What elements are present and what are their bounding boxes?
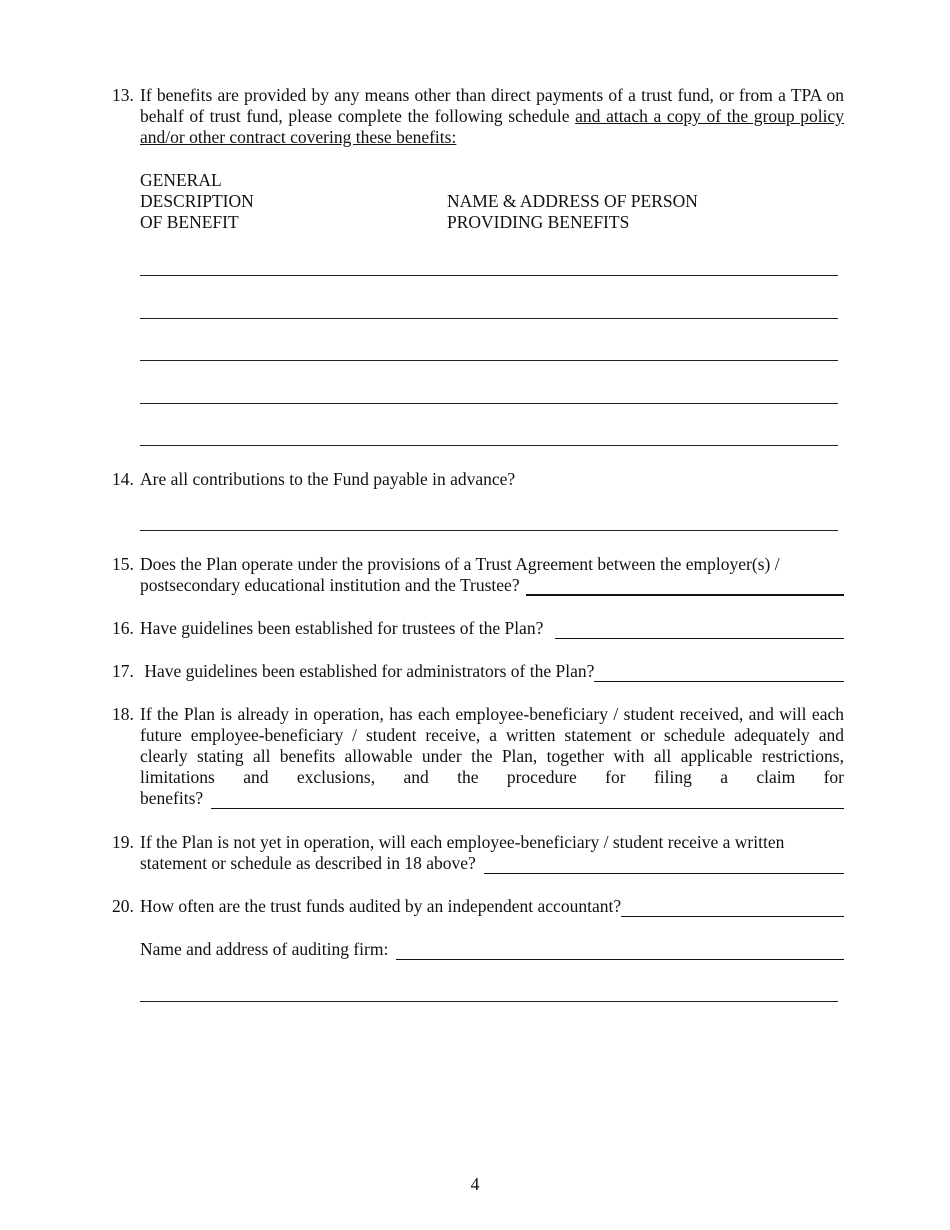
question-19 (112, 832, 844, 874)
question-19-text: If the Plan is not yet in operation, will each employee-beneficiary / student receive a written statement or schedule as described in 18 above? (140, 832, 844, 874)
answer-line-14[interactable] (140, 530, 838, 531)
answer-line-20[interactable] (621, 899, 844, 917)
auditing-firm-label: Name and address of auditing firm: (140, 939, 389, 959)
answer-line-19[interactable] (484, 856, 844, 874)
answer-line-16[interactable] (555, 621, 844, 639)
auditing-firm-row (112, 939, 844, 960)
question-13 (112, 85, 844, 148)
question-17-text: Have guidelines been established for administrators of the Plan? (140, 661, 595, 681)
question-20 (112, 896, 844, 917)
question-14 (112, 469, 844, 490)
question-17 (112, 661, 844, 682)
question-18-text: If the Plan is already in operation, has each employee-beneficiary / student received, and will each future employee-beneficiary / student receive, a written statement or schedule adequately and clearly stating all benefits allowable under the Plan, together with all applicable restrictions, limitations and exclusions, and the procedure for filing a claim for (140, 704, 844, 787)
answer-line-18[interactable] (211, 791, 844, 809)
auditing-firm-input-line-2[interactable] (140, 1001, 838, 1002)
schedule-entry-line[interactable] (140, 403, 838, 404)
column-header-general-description: GENERAL DESCRIPTION OF BENEFIT (140, 170, 254, 232)
question-number: 20. (112, 896, 134, 916)
question-15 (112, 554, 844, 596)
answer-line-17[interactable] (594, 664, 844, 682)
question-number: 14. (112, 469, 134, 489)
schedule-entry-line[interactable] (140, 318, 838, 319)
question-number: 19. (112, 832, 134, 852)
question-16-text: Have guidelines been established for trustees of the Plan? (140, 618, 544, 638)
question-number: 13. (112, 85, 134, 105)
question-14-text: Are all contributions to the Fund payable in advance? (140, 469, 516, 489)
question-13-text: If benefits are provided by any means other than direct payments of a trust fund, or from a TPA on behalf of trust fund, please complete the following schedule (140, 85, 844, 126)
schedule-entry-line[interactable] (140, 275, 838, 276)
column-header-name-address: NAME & ADDRESS OF PERSON PROVIDING BENEFITS (447, 191, 698, 232)
question-15-text: Does the Plan operate under the provisions of a Trust Agreement between the employer(s) / postsecondary educational institution and the Trustee? (140, 554, 844, 596)
question-number: 16. (112, 618, 134, 638)
question-number: 18. (112, 704, 134, 724)
question-13-underlined-text: and attach a copy of the group policy and/or other contract covering these benefits: (140, 106, 844, 147)
question-text (140, 85, 844, 148)
question-16 (112, 618, 844, 639)
schedule-entry-line[interactable] (140, 360, 838, 361)
auditing-firm-input-line[interactable] (396, 942, 844, 960)
question-18: 18. If the Plan is already in operation, has each employee-beneficiary / student received, and will each future employee-beneficiary / student receive, a written statement or schedule adequately and clearly stating all benefits allowable under the Plan, together with all applicable restrictions, limitations and exclusions, and the procedure for filing a claim for benefits? (112, 704, 844, 808)
schedule-entry-line[interactable] (140, 445, 838, 446)
question-number: 15. (112, 554, 134, 574)
answer-line-15[interactable] (526, 577, 844, 596)
question-20-text: How often are the trust funds audited by an independent accountant? (140, 896, 622, 916)
page-number: 4 (470, 1174, 480, 1194)
question-number: 17. (112, 661, 134, 681)
